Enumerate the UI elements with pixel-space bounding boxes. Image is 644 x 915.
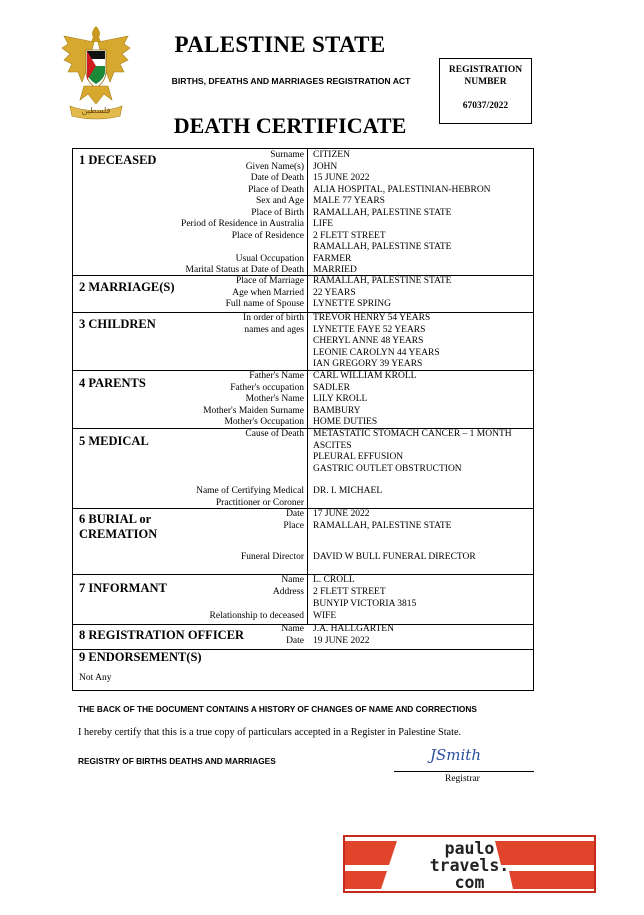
label-officer-name: Name (281, 624, 304, 634)
certificate-title: DEATH CERTIFICATE (173, 113, 407, 138)
paulo-travels-logo (343, 835, 596, 893)
cause-item: PLEURAL EFFUSION (313, 452, 404, 462)
value-marital-status: MARRIED (313, 265, 357, 275)
label-officer-date: Date (286, 636, 304, 646)
children-values (313, 313, 440, 371)
label-spouse: Full name of Spouse (225, 299, 304, 309)
cause-item: ASCITES (313, 440, 352, 451)
column-divider (307, 149, 308, 624)
registrar-label: Registrar (445, 774, 480, 784)
value-place-of-death: ALIA HOSPITAL, PALESTINIAN-HEBRON (313, 184, 491, 195)
value-age-married: 22 YEARS (313, 287, 356, 298)
label-given-names: Given Name(s) (245, 161, 304, 172)
child-item: LEONIE CAROLYN 44 YEARS (313, 347, 440, 358)
marriage-values (313, 276, 452, 311)
registration-label-1: REGISTRATION (448, 65, 523, 75)
deceased-labels (181, 150, 304, 277)
registry-label: REGISTRY OF BIRTHS DEATHS AND MARRIAGES (78, 756, 276, 766)
value-place-of-marriage: RAMALLAH, PALESTINE STATE (313, 276, 452, 286)
label-informant-address: Address (272, 587, 304, 597)
child-item: CHERYL ANNE 48 YEARS (313, 336, 424, 346)
logo-line-2: travels. (429, 856, 510, 875)
label-funeral-director: Funeral Director (240, 552, 304, 562)
section-registration-officer-title: 8 REGISTRATION OFFICER (79, 628, 245, 642)
label-place-of-death: Place of Death (248, 184, 304, 195)
value-occupation: FARMER (313, 253, 352, 264)
value-given-names: JOHN (313, 161, 338, 172)
value-certifier: DR. I. MICHAEL (313, 486, 383, 496)
certifier-labels (196, 486, 304, 509)
child-item: TREVOR HENRY 54 YEARS (313, 313, 431, 323)
section-endorsement-title: 9 ENDORSEMENT(S) (79, 650, 202, 664)
label-relationship: Relationship to deceased (209, 611, 304, 621)
section-marriage-title: 2 MARRIAGE(S) (79, 280, 175, 294)
label-mother-maiden: Mother's Maiden Surname (203, 405, 304, 416)
value-father-name: CARL WILLIAM KROLL (313, 371, 417, 381)
cause-item: METASTATIC STOMACH CANCER – 1 MONTH (313, 429, 512, 439)
value-informant-address (313, 587, 416, 610)
value-endorsement: Not Any (79, 673, 112, 683)
value-officer-date: 19 JUNE 2022 (313, 636, 370, 646)
value-spouse: LYNETTE SPRING (313, 299, 391, 309)
value-relationship: WIFE (313, 611, 337, 621)
section-medical-title: 5 MEDICAL (79, 434, 149, 448)
burial-title-line-1: 6 BURIAL or (79, 512, 152, 526)
label-certifier-1: Name of Certifying Medical (196, 486, 304, 496)
label-mother-name: Mother's Name (245, 394, 304, 404)
label-father-occupation: Father's occupation (230, 382, 304, 393)
section-burial-title (79, 512, 157, 542)
section-children-title: 3 CHILDREN (79, 317, 156, 331)
child-item: IAN GREGORY 39 YEARS (313, 359, 423, 369)
label-burial-date: Date (286, 509, 304, 519)
state-emblem (58, 22, 134, 126)
state-title: PALESTINE STATE (174, 32, 386, 57)
child-item: LYNETTE FAYE 52 YEARS (313, 324, 426, 335)
value-burial-place: RAMALLAH, PALESTINE STATE (313, 521, 452, 531)
label-birth-order: In order of birth (243, 313, 304, 323)
registration-label-2: NUMBER (464, 77, 507, 87)
label-marital-status: Marital Status at Date of Death (185, 265, 304, 275)
value-burial-date: 17 JUNE 2022 (313, 509, 370, 519)
value-mother-name: LILY KROLL (313, 394, 368, 404)
burial-title-line-2: CREMATION (79, 527, 158, 541)
logo-line-3: com (454, 873, 485, 892)
value-informant-name: L. CROLL (313, 575, 355, 585)
children-labels (243, 313, 304, 336)
label-blank (181, 242, 304, 254)
history-note: THE BACK OF THE DOCUMENT CONTAINS A HISTORY OF CHANGES OF NAME AND CORRECTIONS (78, 704, 477, 714)
address-line-2: BUNYIP VICTORIA 3815 (313, 598, 417, 609)
label-father-name: Father's Name (249, 371, 304, 381)
cause-item: GASTRIC OUTLET OBSTRUCTION (313, 463, 462, 474)
label-burial-place: Place (283, 521, 304, 531)
certify-text: I hereby certify that this is a true copy of particulars accepted in a Register in Palestine State. (78, 727, 462, 738)
section-deceased-title: 1 DECEASED (79, 153, 157, 167)
signature-line (394, 771, 534, 772)
value-surname: CITIZEN (313, 150, 350, 160)
label-surname: Surname (270, 150, 304, 160)
deceased-values (313, 150, 491, 277)
value-sex-age: MALE 77 YEARS (313, 196, 385, 206)
value-funeral-director: DAVID W BULL FUNERAL DIRECTOR (313, 552, 476, 562)
value-residence-street: 2 FLETT STREET (313, 230, 386, 241)
label-informant-name: Name (281, 575, 304, 585)
label-mother-occupation: Mother's Occupation (224, 417, 304, 427)
registrar-signature: JSmith (430, 746, 481, 764)
section-informant-title: 7 INFORMANT (79, 581, 167, 595)
label-place-of-marriage: Place of Marriage (235, 276, 304, 286)
label-names-ages: names and ages (244, 324, 304, 335)
label-place-of-birth: Place of Birth (251, 207, 304, 218)
label-place-of-residence: Place of Residence (231, 230, 304, 241)
label-cause-of-death: Cause of Death (245, 429, 304, 439)
value-mother-maiden: BAMBURY (313, 405, 361, 416)
parents-values (313, 371, 416, 429)
logo-line-1: paulo (444, 839, 495, 858)
marriage-labels (226, 276, 304, 311)
value-officer-name: J.A. HALLGARTEN (313, 624, 394, 634)
section-parents-title: 4 PARENTS (79, 376, 146, 390)
registration-number: 67037/2022 (462, 101, 509, 111)
value-mother-occupation: HOME DUTIES (313, 417, 378, 427)
value-place-of-birth: RAMALLAH, PALESTINE STATE (313, 207, 452, 218)
address-line-1: 2 FLETT STREET (313, 587, 386, 597)
act-title: BIRTHS, DFEATHS AND MARRIAGES REGISTRATION ACT (171, 76, 411, 86)
medical-causes (313, 429, 512, 475)
label-residence-period: Period of Residence in Australia (181, 219, 304, 229)
label-sex-age: Sex and Age (255, 196, 304, 206)
certificate-table (72, 148, 534, 691)
value-father-occupation: SADLER (313, 382, 350, 393)
value-residence-period: LIFE (313, 219, 334, 229)
label-age-married: Age when Married (232, 287, 304, 298)
emblem-script: فلسطين (81, 106, 111, 115)
label-occupation: Usual Occupation (235, 253, 304, 264)
value-residence-city: RAMALLAH, PALESTINE STATE (313, 242, 452, 252)
value-date-of-death: 15 JUNE 2022 (313, 173, 370, 183)
parents-labels (203, 371, 304, 429)
label-certifier-2: Practitioner or Coroner (215, 497, 304, 508)
label-date-of-death: Date of Death (250, 173, 304, 183)
registration-number-box (439, 58, 532, 124)
